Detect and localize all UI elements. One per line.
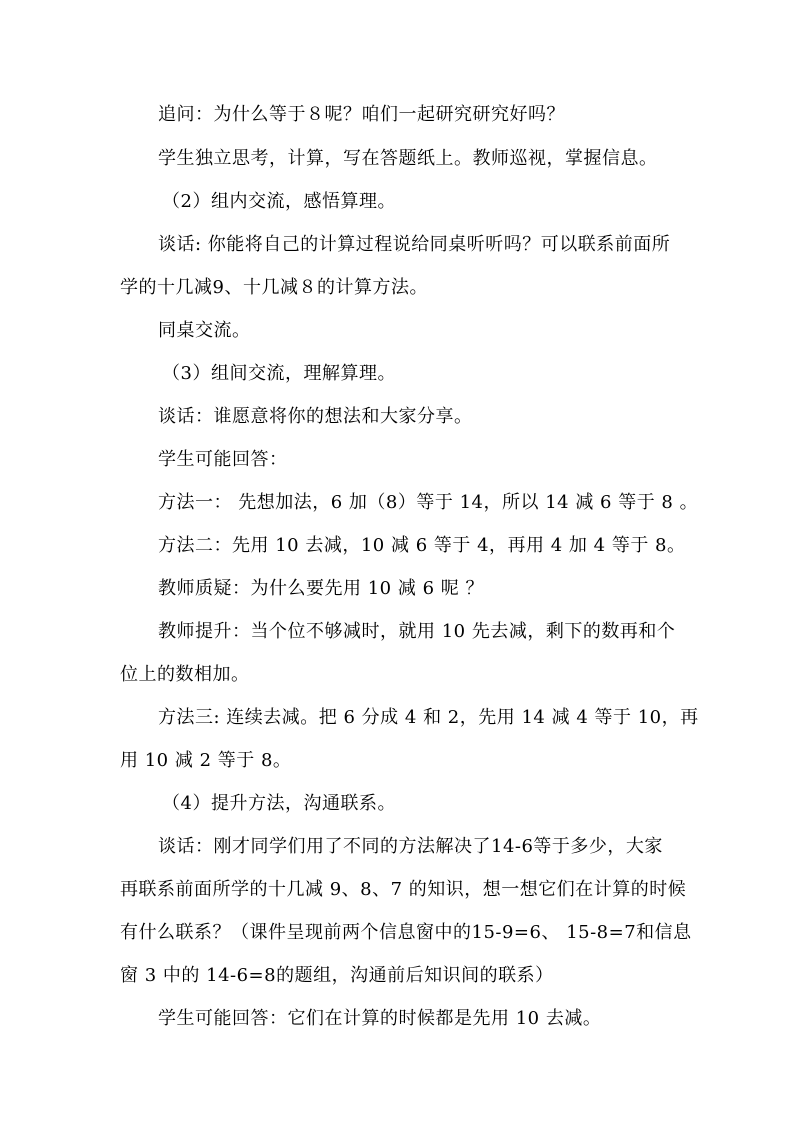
paragraph-line-22: 学生可能回答：它们在计算的时候都是先用 10 去减。	[158, 1008, 602, 1029]
paragraph-line-1: 追问：为什么等于８呢？咱们一起研究研究好吗？	[158, 104, 565, 125]
section-heading-2: （2）组内交流，感悟算理。	[162, 191, 396, 212]
paragraph-line-10: 方法一： 先想加法，6 加（8）等于 14，所以 14 减 6 等于 8 。	[158, 492, 699, 513]
paragraph-line-11: 方法二：先用 10 去减，10 减 6 等于 4，再用 4 加 4 等于 8。	[158, 535, 686, 556]
paragraph-line-19: 再联系前面所学的十几减 9、8、7 的知识，想一想它们在计算的时候	[120, 879, 687, 900]
paragraph-line-14: 位上的数相加。	[120, 664, 250, 685]
section-heading-3: （3）组间交流，理解算理。	[162, 363, 396, 384]
paragraph-line-20: 有什么联系？（课件呈现前两个信息窗中的15-9=6、 15-8=7和信息	[120, 922, 692, 943]
paragraph-line-5: 学的十几减9、十几减８的计算方法。	[120, 277, 428, 298]
paragraph-line-2: 学生独立思考，计算，写在答题纸上。教师巡视，掌握信息。	[158, 148, 658, 169]
section-heading-4: （4）提升方法，沟通联系。	[162, 793, 396, 814]
paragraph-line-6: 同桌交流。	[158, 320, 251, 341]
paragraph-line-9: 学生可能回答：	[158, 449, 288, 470]
paragraph-line-8: 谈话：谁愿意将你的想法和大家分享。	[158, 406, 473, 427]
paragraph-line-12: 教师质疑：为什么要先用 10 减 6 呢 ？	[158, 578, 484, 599]
paragraph-line-15: 方法三: 连续去减。把 6 分成 4 和 2，先用 14 减 4 等于 10，再	[158, 707, 699, 728]
paragraph-line-21: 窗 3 中的 14-6=8的题组，沟通前后知识间的联系）	[120, 965, 554, 986]
paragraph-line-13: 教师提升：当个位不够减时，就用 10 先去减，剩下的数再和个	[158, 621, 676, 642]
paragraph-line-18: 谈话：刚才同学们用了不同的方法解决了14-6等于多少，大家	[158, 836, 663, 857]
paragraph-line-16: 用 10 减 2 等于 8。	[120, 750, 292, 771]
paragraph-line-4: 谈话: 你能将自己的计算过程说给同桌听听吗？可以联系前面所	[158, 234, 671, 255]
